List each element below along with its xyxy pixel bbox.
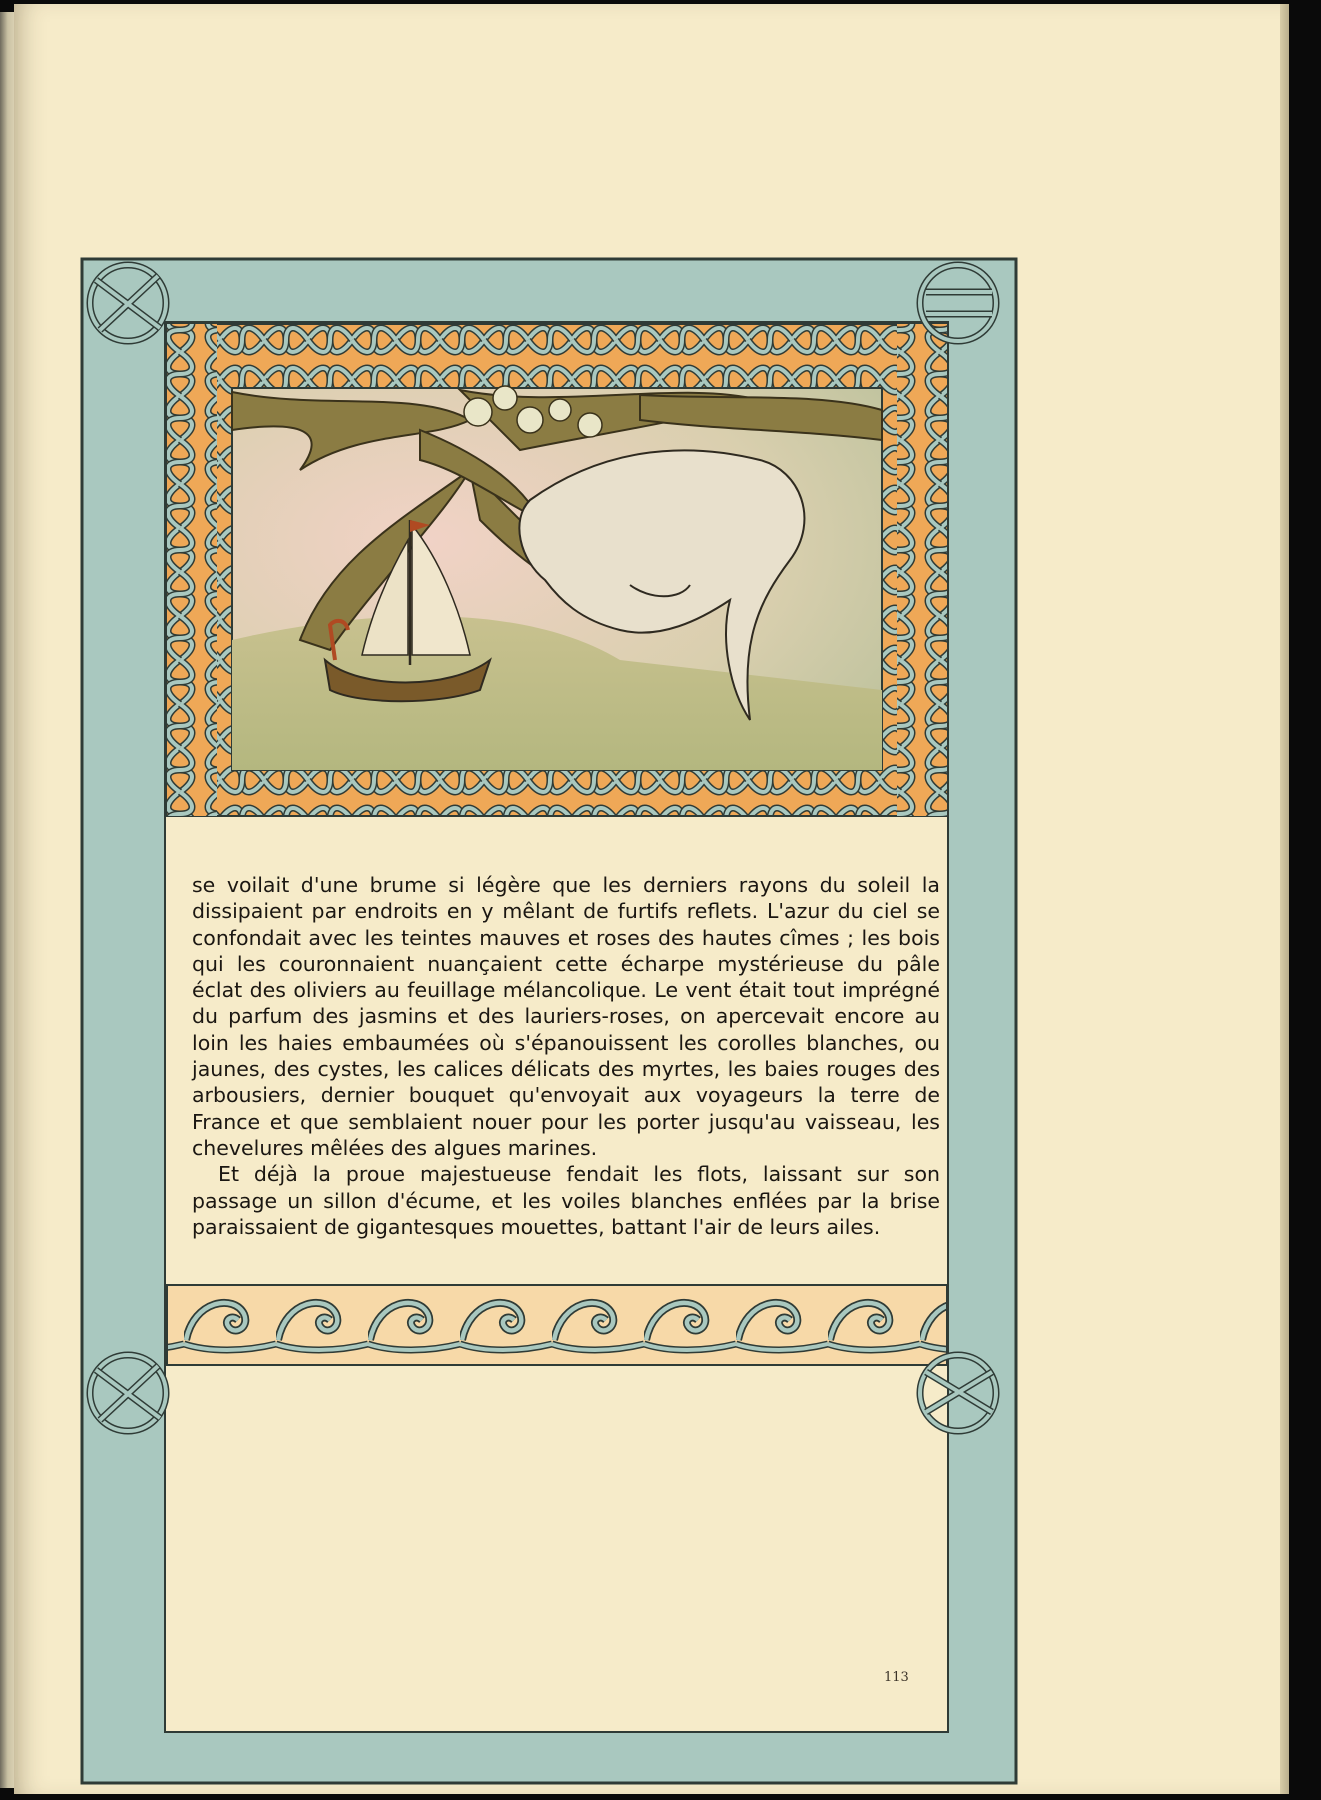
paragraph: Et déjà la proue majestueuse fendait les flots, laissant sur son passage un sillon d'écume, et les voiles blanches enflées par la brise paraissaient de gigantesques mouettes, battant l'air de leurs ailes. (192, 1162, 940, 1239)
illustration (232, 386, 882, 770)
body-text (192, 872, 940, 1240)
page-number: 113 (884, 1670, 909, 1685)
knotwork-left (167, 324, 217, 816)
wave-ornament-band (167, 1285, 947, 1365)
paragraph: se voilait d'une brume si légère que les derniers rayons du soleil la dissipaient par endroits en y mêlant de furtifs reflets. L'azur du ciel se confondait avec les teintes mauves et roses des hautes cîmes ; les bois qui les couronnaient nuançaient cette écharpe mystérieuse du pâle éclat des oliviers au feuillage mélancolique. Le vent était tout imprégné du parfum des jasmins et des lauriers-roses, on apercevait encore au loin les haies embaumées où s'épanouissent les corolles blanches, ou jaunes, des cystes, les calices délicats des myrtes, les baies rouges des arbousiers, dernier bouquet qu'envoyait aux voyageurs la terre de France et que semblaient nouer pour les porter jusqu'au vaisseau, les chevelures mêlées des algues marines. (192, 873, 940, 1160)
knotwork-right (897, 324, 947, 816)
